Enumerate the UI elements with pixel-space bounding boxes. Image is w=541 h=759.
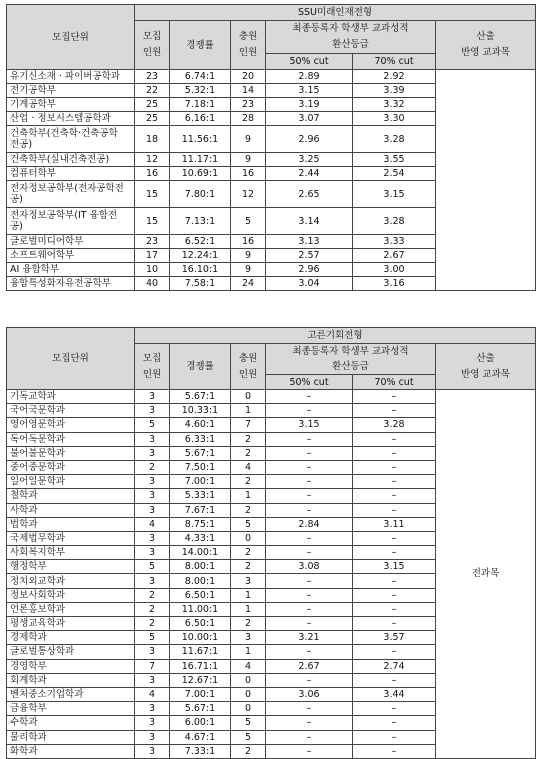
- unit-name: 정보사회학과: [7, 588, 135, 602]
- unit-name: 금융학부: [7, 702, 135, 716]
- cut-70: 3.44: [353, 687, 436, 701]
- cut-70: 3.00: [353, 263, 436, 277]
- cut-70: 3.57: [353, 631, 436, 645]
- cut-50: 2.67: [266, 659, 353, 673]
- filled: 5: [231, 730, 266, 744]
- cut-50: 3.07: [266, 112, 353, 126]
- cut-70: 3.28: [353, 208, 436, 235]
- quota: 17: [135, 249, 170, 263]
- cut-70: 3.55: [353, 153, 436, 167]
- quota: 25: [135, 112, 170, 126]
- ratio: 10.00:1: [170, 631, 231, 645]
- cut-70: 3.15: [353, 560, 436, 574]
- filled: 14: [231, 84, 266, 98]
- ratio: 8.75:1: [170, 517, 231, 531]
- filled: 1: [231, 645, 266, 659]
- ratio: 6.00:1: [170, 716, 231, 730]
- quota: 3: [135, 390, 170, 404]
- cut-70: 2.74: [353, 659, 436, 673]
- unit-name: 유기신소재 · 파이버공학과: [7, 70, 135, 84]
- quota: 3: [135, 673, 170, 687]
- cut-50: –: [266, 390, 353, 404]
- quota: 2: [135, 588, 170, 602]
- unit-name: AI 융합학부: [7, 263, 135, 277]
- unit-name: 행정학부: [7, 560, 135, 574]
- ratio: 8.00:1: [170, 574, 231, 588]
- table-body: [7, 70, 536, 291]
- header-quota: 모집 인원: [135, 344, 170, 390]
- unit-name: 기계공학부: [7, 98, 135, 112]
- unit-name: 산업 · 정보시스템공학과: [7, 112, 135, 126]
- cut-50: –: [266, 617, 353, 631]
- quota: 5: [135, 560, 170, 574]
- cut-70: 2.67: [353, 249, 436, 263]
- cut-70: 3.39: [353, 84, 436, 98]
- filled: 2: [231, 560, 266, 574]
- quota: 23: [135, 235, 170, 249]
- unit-name: 융합특성화자유전공학부: [7, 277, 135, 291]
- unit-name: 정치외교학과: [7, 574, 135, 588]
- cut-50: 2.89: [266, 70, 353, 84]
- cut-70: 3.11: [353, 517, 436, 531]
- cut-50: 2.96: [266, 126, 353, 153]
- filled: 20: [231, 70, 266, 84]
- quota: 2: [135, 602, 170, 616]
- filled: 23: [231, 98, 266, 112]
- unit-name: 경제학과: [7, 631, 135, 645]
- ratio: 7.18:1: [170, 98, 231, 112]
- ratio: 6.50:1: [170, 588, 231, 602]
- cut-70: 3.30: [353, 112, 436, 126]
- quota: 5: [135, 631, 170, 645]
- cut-50: –: [266, 460, 353, 474]
- ratio: 16.10:1: [170, 263, 231, 277]
- cut-50: –: [266, 489, 353, 503]
- quota: 18: [135, 126, 170, 153]
- unit-name: 건축학부(실내건축전공): [7, 153, 135, 167]
- header-unit: 모집단위: [7, 5, 135, 70]
- quota: 15: [135, 208, 170, 235]
- cut-50: –: [266, 475, 353, 489]
- unit-name: 글로벌통상학과: [7, 645, 135, 659]
- quota: 3: [135, 716, 170, 730]
- filled: 5: [231, 208, 266, 235]
- cut-50: –: [266, 574, 353, 588]
- cut-70: –: [353, 730, 436, 744]
- filled: 2: [231, 475, 266, 489]
- cut-70: 2.92: [353, 70, 436, 84]
- ratio: 5.67:1: [170, 390, 231, 404]
- cut-50: 3.13: [266, 235, 353, 249]
- cut-70: –: [353, 531, 436, 545]
- quota: 3: [135, 432, 170, 446]
- ratio: 7.13:1: [170, 208, 231, 235]
- unit-name: 철학과: [7, 489, 135, 503]
- cut-50: –: [266, 531, 353, 545]
- cut-70: –: [353, 574, 436, 588]
- header-subject: 산출 반영 교과목: [436, 21, 536, 70]
- header-70-cut: 70% cut: [353, 54, 436, 70]
- quota: 4: [135, 517, 170, 531]
- ratio: 12.24:1: [170, 249, 231, 263]
- cut-70: –: [353, 588, 436, 602]
- cut-70: 3.32: [353, 98, 436, 112]
- ratio: 12.67:1: [170, 673, 231, 687]
- cut-70: –: [353, 503, 436, 517]
- cut-50: 3.25: [266, 153, 353, 167]
- unit-name: 중어중문학과: [7, 460, 135, 474]
- cut-50: –: [266, 744, 353, 758]
- cut-70: 3.33: [353, 235, 436, 249]
- cut-50: –: [266, 716, 353, 730]
- cut-50: 2.96: [266, 263, 353, 277]
- unit-name: 회계학과: [7, 673, 135, 687]
- cut-50: –: [266, 588, 353, 602]
- unit-name: 수학과: [7, 716, 135, 730]
- cut-50: 2.84: [266, 517, 353, 531]
- cut-70: –: [353, 645, 436, 659]
- ratio: 5.67:1: [170, 702, 231, 716]
- unit-name: 법학과: [7, 517, 135, 531]
- cut-50: –: [266, 602, 353, 616]
- filled: 2: [231, 432, 266, 446]
- header-grade: 최종등록자 학생부 교과성적 환산등급: [266, 21, 436, 54]
- table-row: [7, 70, 536, 84]
- quota: 3: [135, 489, 170, 503]
- ratio: 11.67:1: [170, 645, 231, 659]
- cut-50: –: [266, 730, 353, 744]
- cut-70: 3.28: [353, 418, 436, 432]
- quota: 40: [135, 277, 170, 291]
- unit-name: 경영학부: [7, 659, 135, 673]
- ratio: 7.00:1: [170, 475, 231, 489]
- unit-name: 일어일문학과: [7, 475, 135, 489]
- cut-70: 3.28: [353, 126, 436, 153]
- cut-50: –: [266, 673, 353, 687]
- ratio: 7.80:1: [170, 181, 231, 208]
- header-filled: 충원 인원: [231, 21, 266, 70]
- cut-70: –: [353, 460, 436, 474]
- header-ratio: 경쟁률: [170, 344, 231, 390]
- ratio: 5.33:1: [170, 489, 231, 503]
- ratio: 6.74:1: [170, 70, 231, 84]
- cut-50: –: [266, 432, 353, 446]
- quota: 10: [135, 263, 170, 277]
- cut-50: 3.14: [266, 208, 353, 235]
- cut-70: –: [353, 546, 436, 560]
- ratio: 10.69:1: [170, 167, 231, 181]
- filled: 9: [231, 126, 266, 153]
- cut-70: –: [353, 404, 436, 418]
- unit-name: 영어영문학과: [7, 418, 135, 432]
- cut-70: –: [353, 617, 436, 631]
- cut-50: 3.15: [266, 418, 353, 432]
- cut-70: –: [353, 489, 436, 503]
- unit-name: 사회복지학부: [7, 546, 135, 560]
- quota: 2: [135, 617, 170, 631]
- table-row: [7, 390, 536, 404]
- quota: 4: [135, 687, 170, 701]
- quota: 3: [135, 546, 170, 560]
- cut-50: 3.06: [266, 687, 353, 701]
- cut-50: –: [266, 702, 353, 716]
- unit-name: 언론홍보학과: [7, 602, 135, 616]
- cut-70: –: [353, 432, 436, 446]
- ratio: 8.00:1: [170, 560, 231, 574]
- filled: 16: [231, 235, 266, 249]
- filled: 16: [231, 167, 266, 181]
- cut-70: 3.16: [353, 277, 436, 291]
- ratio: 4.33:1: [170, 531, 231, 545]
- cut-50: 2.65: [266, 181, 353, 208]
- table-header: [7, 328, 536, 390]
- unit-name: 전자정보공학부(전자공학전 공): [7, 181, 135, 208]
- filled: 28: [231, 112, 266, 126]
- unit-name: 소프트웨어학부: [7, 249, 135, 263]
- filled: 0: [231, 673, 266, 687]
- unit-name: 전기공학부: [7, 84, 135, 98]
- filled: 0: [231, 702, 266, 716]
- filled: 7: [231, 418, 266, 432]
- cut-50: 3.15: [266, 84, 353, 98]
- subject-value: 전과목: [436, 390, 536, 759]
- cut-50: –: [266, 503, 353, 517]
- cut-50: 3.19: [266, 98, 353, 112]
- header-quota: 모집 인원: [135, 21, 170, 70]
- header-filled: 충원 인원: [231, 344, 266, 390]
- ratio: 7.50:1: [170, 460, 231, 474]
- quota: 3: [135, 645, 170, 659]
- quota: 5: [135, 418, 170, 432]
- cut-70: –: [353, 390, 436, 404]
- ratio: 11.00:1: [170, 602, 231, 616]
- ratio: 5.32:1: [170, 84, 231, 98]
- quota: 15: [135, 181, 170, 208]
- filled: 1: [231, 602, 266, 616]
- table-body: [7, 390, 536, 759]
- cut-50: 2.57: [266, 249, 353, 263]
- quota: 2: [135, 460, 170, 474]
- header-50-cut: 50% cut: [266, 375, 353, 390]
- filled: 3: [231, 574, 266, 588]
- quota: 3: [135, 503, 170, 517]
- quota: 23: [135, 70, 170, 84]
- unit-name: 사학과: [7, 503, 135, 517]
- filled: 1: [231, 489, 266, 503]
- cut-50: –: [266, 546, 353, 560]
- quota: 3: [135, 475, 170, 489]
- quota: 22: [135, 84, 170, 98]
- ratio: 7.00:1: [170, 687, 231, 701]
- cut-70: –: [353, 716, 436, 730]
- filled: 2: [231, 744, 266, 758]
- cut-70: –: [353, 702, 436, 716]
- cut-70: –: [353, 475, 436, 489]
- filled: 5: [231, 716, 266, 730]
- quota: 25: [135, 98, 170, 112]
- quota: 3: [135, 574, 170, 588]
- cut-70: –: [353, 602, 436, 616]
- filled: 2: [231, 446, 266, 460]
- ratio: 4.67:1: [170, 730, 231, 744]
- table-title: 고른기회전형: [135, 328, 536, 344]
- filled: 2: [231, 503, 266, 517]
- header-50-cut: 50% cut: [266, 54, 353, 70]
- ratio: 6.33:1: [170, 432, 231, 446]
- filled: 9: [231, 153, 266, 167]
- cut-70: 2.54: [353, 167, 436, 181]
- header-unit: 모집단위: [7, 328, 135, 390]
- filled: 12: [231, 181, 266, 208]
- filled: 4: [231, 659, 266, 673]
- unit-name: 화학과: [7, 744, 135, 758]
- cut-50: 3.21: [266, 631, 353, 645]
- ratio: 16.71:1: [170, 659, 231, 673]
- quota: 3: [135, 404, 170, 418]
- quota: 3: [135, 702, 170, 716]
- cut-50: –: [266, 404, 353, 418]
- cut-50: 3.08: [266, 560, 353, 574]
- filled: 1: [231, 404, 266, 418]
- unit-name: 물리학과: [7, 730, 135, 744]
- unit-name: 기독교학과: [7, 390, 135, 404]
- table-title: SSU미래인재전형: [135, 5, 536, 21]
- quota: 16: [135, 167, 170, 181]
- quota: 3: [135, 446, 170, 460]
- unit-name: 독어독문학과: [7, 432, 135, 446]
- filled: 2: [231, 617, 266, 631]
- filled: 2: [231, 546, 266, 560]
- quota: 7: [135, 659, 170, 673]
- ratio: 11.56:1: [170, 126, 231, 153]
- unit-name: 불어불문학과: [7, 446, 135, 460]
- equal-opportunity-table: [6, 327, 536, 759]
- filled: 24: [231, 277, 266, 291]
- ratio: 10.33:1: [170, 404, 231, 418]
- ratio: 14.00:1: [170, 546, 231, 560]
- ratio: 11.17:1: [170, 153, 231, 167]
- header-grade: 최종등록자 학생부 교과성적 환산등급: [266, 344, 436, 375]
- filled: 9: [231, 263, 266, 277]
- ratio: 6.52:1: [170, 235, 231, 249]
- cut-50: –: [266, 645, 353, 659]
- filled: 3: [231, 631, 266, 645]
- header-ratio: 경쟁률: [170, 21, 231, 70]
- ratio: 7.58:1: [170, 277, 231, 291]
- cut-70: –: [353, 673, 436, 687]
- header-70-cut: 70% cut: [353, 375, 436, 390]
- header-subject: 산출 반영 교과목: [436, 344, 536, 390]
- subject-value: [436, 70, 536, 291]
- filled: 0: [231, 687, 266, 701]
- cut-50: 2.44: [266, 167, 353, 181]
- quota: 3: [135, 730, 170, 744]
- filled: 5: [231, 517, 266, 531]
- cut-70: 3.15: [353, 181, 436, 208]
- ratio: 5.67:1: [170, 446, 231, 460]
- table-header: [7, 5, 536, 70]
- quota: 3: [135, 531, 170, 545]
- filled: 0: [231, 531, 266, 545]
- cut-70: –: [353, 446, 436, 460]
- unit-name: 컴퓨터학부: [7, 167, 135, 181]
- ratio: 7.67:1: [170, 503, 231, 517]
- unit-name: 국제법무학과: [7, 531, 135, 545]
- quota: 12: [135, 153, 170, 167]
- filled: 4: [231, 460, 266, 474]
- unit-name: 건축학부(건축학·건축공학 전공): [7, 126, 135, 153]
- quota: 3: [135, 744, 170, 758]
- ratio: 4.60:1: [170, 418, 231, 432]
- cut-50: –: [266, 446, 353, 460]
- unit-name: 국어국문학과: [7, 404, 135, 418]
- filled: 1: [231, 588, 266, 602]
- ratio: 7.33:1: [170, 744, 231, 758]
- ratio: 6.50:1: [170, 617, 231, 631]
- unit-name: 벤처중소기업학과: [7, 687, 135, 701]
- unit-name: 전자정보공학부(IT 융합전 공): [7, 208, 135, 235]
- ratio: 6.16:1: [170, 112, 231, 126]
- filled: 9: [231, 249, 266, 263]
- unit-name: 평생교육학과: [7, 617, 135, 631]
- filled: 0: [231, 390, 266, 404]
- unit-name: 글로벌미디어학부: [7, 235, 135, 249]
- cut-70: –: [353, 744, 436, 758]
- ssu-future-talent-table: [6, 4, 536, 291]
- cut-50: 3.04: [266, 277, 353, 291]
